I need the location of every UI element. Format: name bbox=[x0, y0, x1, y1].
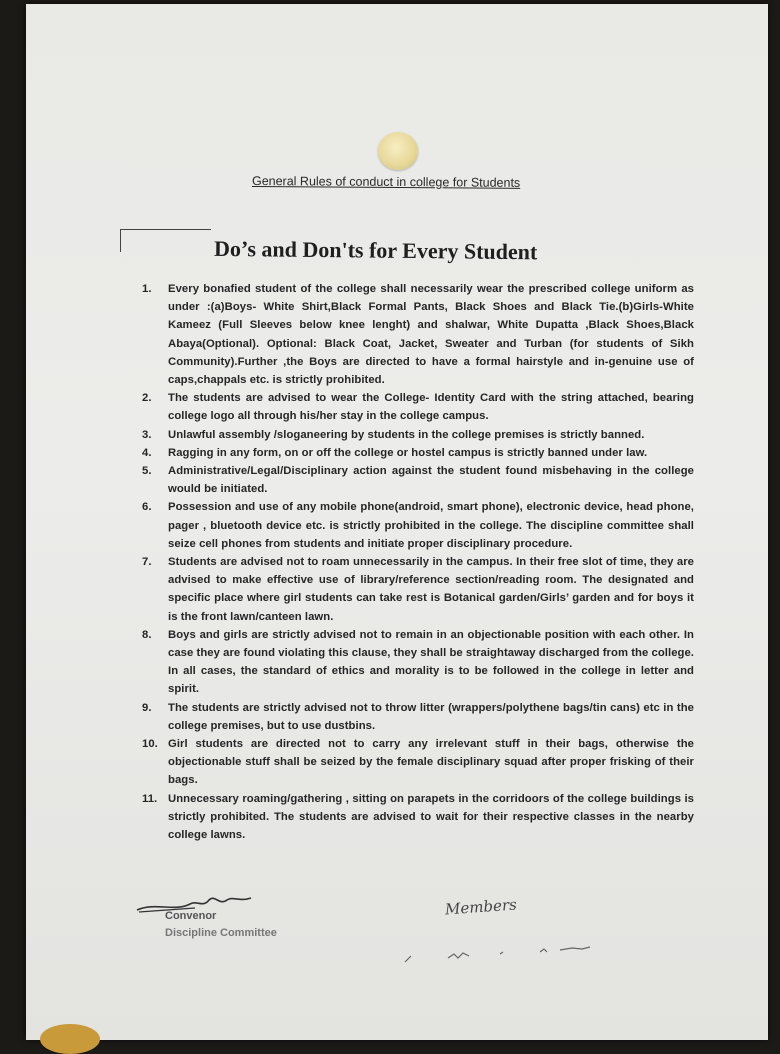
list-item bbox=[142, 498, 694, 553]
rule-number: 3. bbox=[142, 428, 152, 441]
rule-number: 4. bbox=[142, 446, 152, 459]
members-signatures bbox=[400, 940, 610, 970]
rule-number: 6. bbox=[142, 501, 152, 514]
rule-number: 2. bbox=[142, 392, 152, 405]
rule-text: Possession and use of any mobile phone(android, smart phone), electronic device, head phone, pager , bluetooth device etc. is strictly prohibited in the college. The discipline committee shall seize cell phones from students and initiate proper disciplinary procedure. bbox=[168, 501, 694, 550]
rule-text: Students are advised not to roam unnecessarily in the campus. In their free slot of time, they are advised to make effective use of library/reference section/reading room. The designated and specific place where girl students can take rest is Botanical garden/Girls’ garden and for boys it is the front lawn/canteen lawn. bbox=[168, 556, 694, 623]
rule-text: The students are advised to wear the College- Identity Card with the string attached, bearing college logo all through his/her stay in the college campus. bbox=[168, 392, 694, 423]
rule-number: 10. bbox=[142, 738, 158, 751]
rule-text: Unnecessary roaming/gathering , sitting on parapets in the corridoors of the college buildings is strictly prohibited. The students are advised to wait for their respective classes in the nearby college lawns. bbox=[168, 792, 694, 842]
corner-mark bbox=[120, 229, 211, 252]
rule-text: The students are strictly advised not to throw litter (wrappers/polythene bags/tin cans) etc in the college premises, but to use dustbins. bbox=[168, 701, 694, 732]
rule-text: Unlawful assembly /sloganeering by students in the college premises is strictly banned. bbox=[168, 428, 645, 441]
list-item bbox=[142, 462, 694, 498]
list-item bbox=[142, 699, 694, 735]
document-header: General Rules of conduct in college for Students bbox=[251, 173, 521, 190]
list-item bbox=[142, 389, 694, 425]
list-item bbox=[142, 280, 694, 389]
document-title: Do’s and Don'ts for Every Student bbox=[213, 235, 538, 265]
list-item bbox=[142, 444, 694, 462]
pushpin-icon bbox=[378, 132, 418, 170]
thumb-in-frame bbox=[40, 1024, 100, 1054]
rule-number: 9. bbox=[142, 701, 152, 714]
list-item bbox=[142, 626, 694, 699]
rule-number: 11. bbox=[142, 792, 158, 805]
rule-number: 1. bbox=[142, 283, 152, 295]
members-label: Members bbox=[444, 895, 518, 919]
list-item bbox=[142, 426, 694, 444]
rule-number: 8. bbox=[142, 628, 152, 641]
rule-number: 5. bbox=[142, 465, 152, 478]
list-item bbox=[142, 553, 694, 626]
rule-text: Boys and girls are strictly advised not to remain in an objectionable position with each other. In case they are found violating this clause, they shall be straightaway discharged from the college. In all cases, the standard of ethics and morality is to be followed in the college in letter and spirit. bbox=[168, 628, 694, 696]
list-item bbox=[142, 790, 694, 845]
convenor-label: Convenor bbox=[165, 910, 217, 922]
rule-text: Administrative/Legal/Disciplinary action against the student found misbehaving in the college would be initiated. bbox=[168, 465, 694, 496]
rule-text: Girl students are directed not to carry any irrelevant stuff in their bags, otherwise the objectionable stuff shall be seized by the female disciplinary squad after proper frisking of their bags. bbox=[168, 738, 694, 787]
committee-label: Discipline Committee bbox=[165, 927, 277, 939]
rule-text: Ragging in any form, on or off the college or hostel campus is strictly banned under law. bbox=[168, 446, 648, 459]
rules-list bbox=[142, 280, 694, 844]
rule-text: Every bonafied student of the college shall necessarily wear the prescribed college uniform as under :(a)Boys- White Shirt,Black Formal Pants, Black Shoes and Black Tie.(b)Girls-White Kameez (Full Sleeves below knee lenght) and shalwar, White Dupatta ,Black Shoes,Black Abaya(Optional). Optional: Black Coat, Jacket, Sweater and Turban (for students of Sikh Community).Further ,the Boys are directed to have a formal hairstyle and in-genuine use of caps,chappals etc. is strictly prohibited. bbox=[168, 283, 694, 387]
rule-number: 7. bbox=[142, 556, 152, 569]
list-item bbox=[142, 735, 694, 790]
